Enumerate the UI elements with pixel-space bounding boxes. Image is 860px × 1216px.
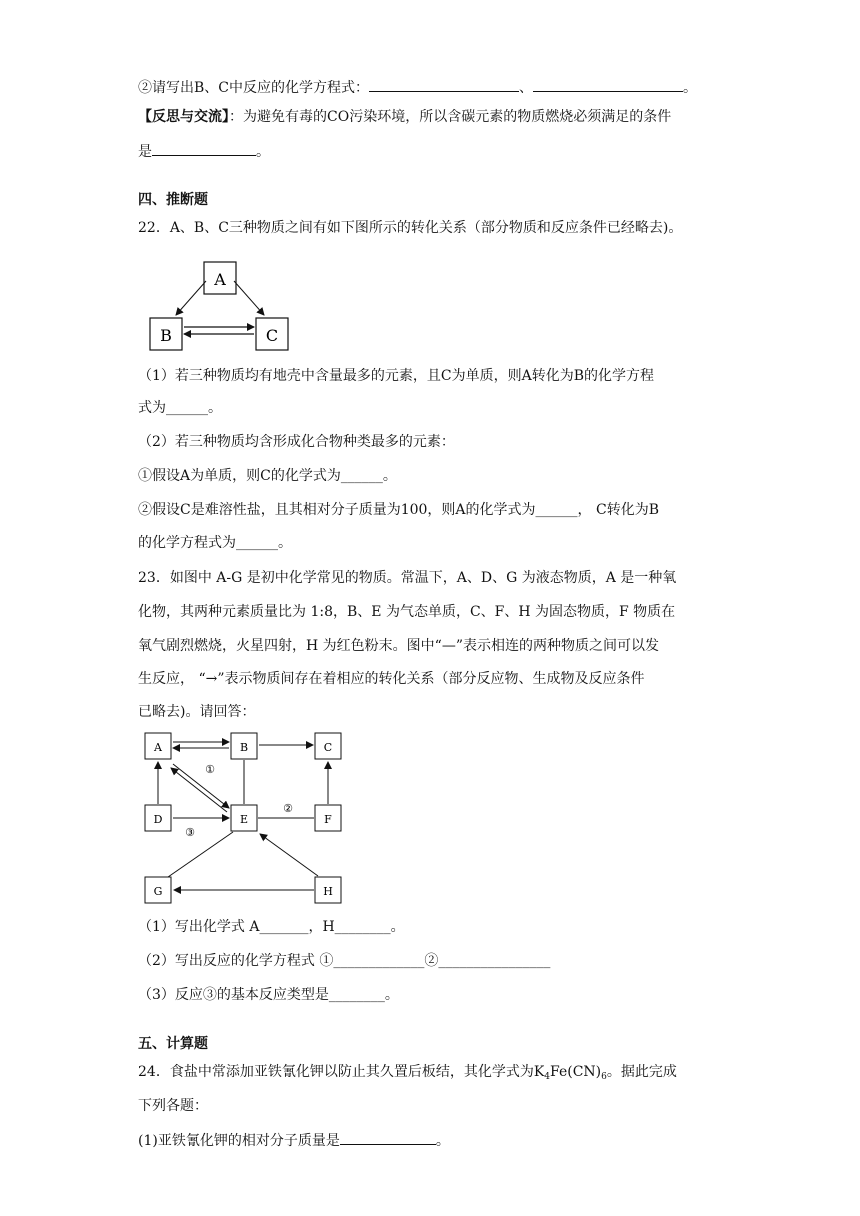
node-a-label: A: [214, 270, 226, 289]
q23-stem-4: 生反应， “→”表示物质间存在着相应的转化关系（部分反应物、生成物及反应条件: [138, 671, 645, 687]
arrow-e-to-a: [171, 768, 227, 812]
reaction-mark-1: ①: [205, 763, 215, 776]
node-h-label: H: [323, 885, 333, 898]
q21-equation-prompt: ②请写出B、C中反应的化学方程式：: [138, 80, 369, 96]
arrow-h-to-e: [260, 834, 318, 876]
arrow-a-to-c: [234, 281, 264, 315]
q21-reflection-line: [138, 107, 671, 127]
q22-stem: 22．A、B、C三种物质之间有如下图所示的转化关系（部分物质和反应条件已经略去)。: [138, 220, 683, 236]
q24-stem-cont: 下列各题：: [138, 1098, 208, 1114]
reaction-mark-2: ②: [283, 802, 293, 815]
answer-blank: [369, 77, 519, 92]
node-b-label: B: [239, 741, 249, 754]
node-g-label: G: [153, 885, 163, 898]
answer-blank: [152, 141, 256, 156]
q22-part2-2-cont: 的化学方程式为______。: [138, 535, 292, 551]
answer-blank: [533, 77, 683, 92]
node-a-label: A: [154, 741, 162, 754]
section-title-inference: 四、推断题: [138, 192, 208, 208]
answer-blank: [340, 1130, 436, 1145]
q23-part2: （2）写出反应的化学方程式 ①_____________②________________: [138, 953, 551, 969]
q23-part1: （1）写出化学式 A_______，H________。: [138, 919, 405, 935]
q22-part2-1: ①假设A为单质，则C的化学式为______。: [138, 468, 397, 484]
q22-part1-cont: 式为______。: [138, 400, 222, 416]
q23-diagram: [140, 728, 360, 908]
q23-stem-3: 氧气剧烈燃烧，火星四射，H 为红色粉末。图中“—”表示相连的两种物质之间可以发: [138, 638, 659, 654]
arrow-a-to-e: [173, 764, 229, 808]
q21-equation-line: ②请写出B、C中反应的化学方程式： 、 。: [138, 77, 697, 98]
reaction-mark-3: ③: [185, 826, 195, 839]
link-e-g: [168, 832, 233, 877]
reflection-text: ：为避免有毒的CO污染环境，所以含碳元素的物质燃烧必须满足的条件: [229, 109, 672, 125]
q22-part1: （1）若三种物质均有地壳中含量最多的元素，且C为单质，则A转化为B的化学方程: [138, 368, 655, 384]
q22-part2-2: ②假设C是难溶性盐，且其相对分子质量为100，则A的化学式为______， C转化为B: [138, 502, 659, 518]
q24-stem: 24．食盐中常添加亚铁氰化钾以防止其久置后板结，其化学式为$K_4Fe(CN)_6$。据此完成: [138, 1064, 677, 1082]
node-c-label: C: [323, 741, 333, 754]
reflection-title: 【反思与交流】: [138, 109, 229, 125]
node-d-label: D: [153, 813, 163, 826]
section-title-calculation: 五、计算题: [138, 1036, 208, 1052]
q22-diagram: [140, 255, 300, 355]
q23-stem-5: 已略去)。请回答：: [138, 704, 256, 720]
q24-part1: (1)亚铁氰化钾的相对分子质量是 。: [138, 1130, 450, 1151]
node-c-label: C: [265, 326, 279, 345]
q21-reflection-cont: 是 。: [138, 141, 270, 162]
q23-stem-2: 化物，其两种元素质量比为 1:8，B、E 为气态单质，C、F、H 为固态物质，F 物质在: [138, 604, 676, 620]
q23-stem-1: 23．如图中 A-G 是初中化学常见的物质。常温下，A、D、G 为液态物质，A 是一种氧: [138, 570, 677, 586]
node-b-label: B: [160, 326, 172, 345]
node-e-label: E: [239, 813, 249, 826]
q22-part2: （2）若三种物质均含形成化合物种类最多的元素：: [138, 434, 455, 450]
node-f-label: F: [324, 813, 332, 826]
q23-part3: （3）反应③的基本反应类型是________。: [138, 987, 399, 1003]
arrow-a-to-b: [176, 281, 206, 315]
